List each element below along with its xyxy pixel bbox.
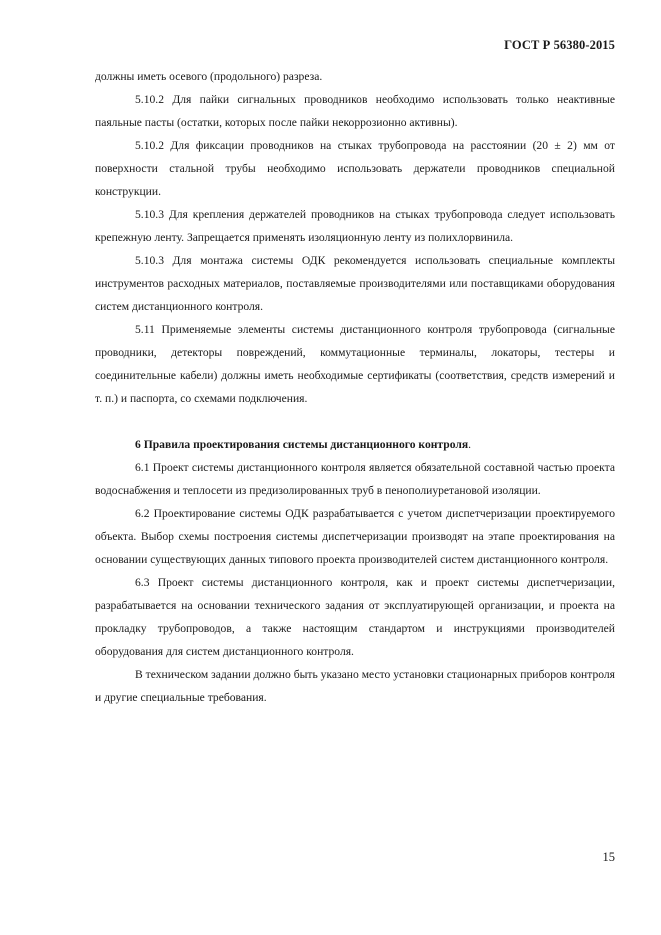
paragraph-6-3: 6.3 Проект системы дистанционного контроля, как и проект системы диспетчеризации, разрабатывается на основании технического задания от эксплуатирующей организации, и проекта на прокладку трубопроводов, а также настоящим стандартом и инструкциями производителей оборудования для систем дистанционного контроля.	[95, 576, 615, 658]
paragraph-5-10-2-fixation: 5.10.2 Для фиксации проводников на стыках трубопровода на расстоянии (20 ± 2) мм от поверхности стальной трубы необходимо использовать держатели проводников специальной конструкции.	[95, 139, 615, 198]
paragraph-5-10-3-tape: 5.10.3 Для крепления держателей проводников на стыках трубопровода следует использовать крепежную ленту. Запрещается применять изоляционную ленту из полихлорвинила.	[95, 208, 615, 244]
section-title-suffix: .	[468, 438, 472, 451]
paragraph-5-10-2-solder: 5.10.2 Для пайки сигнальных проводников необходимо использовать только неактивные паяльные пасты (остатки, которых после пайки некоррозионно активны).	[95, 93, 615, 129]
document-id-header: ГОСТ Р 56380-2015	[504, 38, 615, 52]
section-heading	[95, 433, 615, 456]
paragraph-5-10-3-tools: 5.10.3 Для монтажа системы ОДК рекомендуется использовать специальные комплекты инструментов расходных материалов, поставляемые производителями или поставщиками оборудования систем дистанционного контроля.	[95, 254, 615, 313]
page-number: 15	[602, 850, 615, 864]
document-body	[95, 65, 615, 709]
section-title: 6 Правила проектирования системы дистанционного контроля	[135, 438, 469, 451]
paragraph-5-11: 5.11 Применяемые элементы системы дистанционного контроля трубопровода (сигнальные проводники, детекторы повреждений, коммутационные терминалы, локаторы, тестеры и соединительные кабели) должны иметь необходимые сертификаты (соответствия, средств измерений и т. п.) и паспорта, со схемами подключения.	[95, 323, 615, 405]
paragraph-6-1: 6.1 Проект системы дистанционного контроля является обязательной составной частью проекта водоснабжения и теплосети из предизолированных труб в пенополиуретановой изоляции.	[95, 461, 615, 497]
paragraph-continuation: должны иметь осевого (продольного) разреза.	[95, 70, 323, 83]
paragraph-6-2: 6.2 Проектирование системы ОДК разрабатывается с учетом диспетчеризации проектируемого объекта. Выбор схемы построения системы диспетчеризации производят на этапе проектирования на основании существующих данных типового проекта производителей систем дистанционного контроля.	[95, 507, 615, 566]
paragraph-technical-task: В техническом задании должно быть указано место установки стационарных приборов контроля и другие специальные требования.	[95, 668, 615, 704]
